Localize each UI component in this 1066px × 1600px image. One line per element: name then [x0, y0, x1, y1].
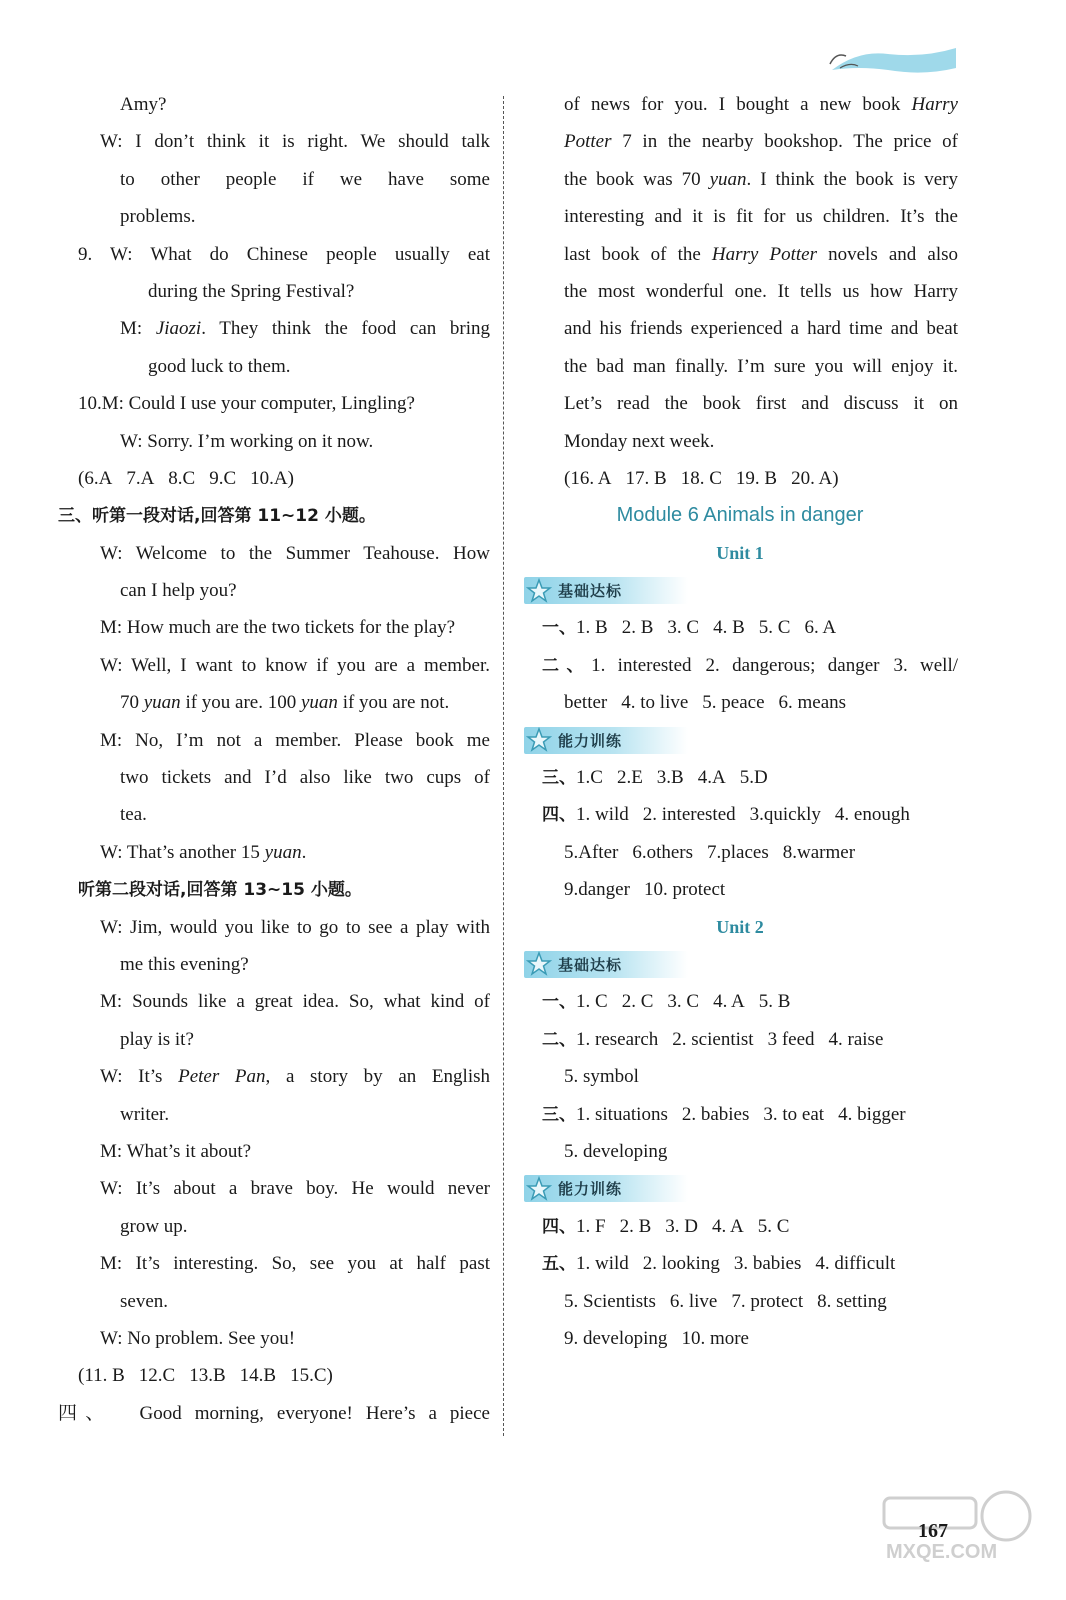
- star-icon: [526, 1176, 552, 1202]
- section-banner: [522, 1170, 958, 1207]
- section-banner: [522, 572, 958, 609]
- star-icon: [526, 727, 552, 753]
- watermark-logo: [876, 1484, 1046, 1564]
- watermark-text: MXQE.COM: [886, 1541, 998, 1563]
- text-line: W: It’s about a brave boy. He would never: [100, 1178, 490, 1200]
- banner-label: 能力训练: [558, 731, 623, 750]
- text-line: 5. Scientists 6. live 7. protect 8. setting: [564, 1290, 887, 1312]
- text-line: 二、1. research 2. scientist 3 feed 4. raise: [542, 1028, 884, 1050]
- text-line: 9. developing 10. more: [564, 1327, 749, 1349]
- text-line: (16. A 17. B 18. C 19. B 20. A): [564, 467, 839, 489]
- text-line: 9. W: What do Chinese people usually eat: [78, 243, 490, 265]
- unit-heading: Unit 2: [716, 916, 764, 937]
- text-line: and his friends experienced a hard time and beat: [564, 318, 958, 340]
- text-line: last book of the Harry Potter novels and also: [564, 243, 958, 265]
- text-line: 一、1. C 2. C 3. C 4. A 5. B: [542, 991, 791, 1013]
- text-line: W: That’s another 15 yuan.: [100, 841, 307, 863]
- text-line: 二、1. interested 2. dangerous; danger 3. well/: [542, 654, 958, 676]
- unit-heading: Unit 1: [716, 542, 764, 563]
- text-line: good luck to them.: [148, 355, 291, 377]
- text-line: (11. B 12.C 13.B 14.B 15.C): [78, 1365, 333, 1387]
- text-line: seven.: [120, 1290, 169, 1312]
- text-line: 听第二段对话,回答第 13~15 小题。: [78, 880, 362, 901]
- section-banner: [522, 946, 958, 983]
- text-line: to other people if we have some: [120, 168, 490, 190]
- corner-wave-decoration: [828, 40, 958, 80]
- text-line: tea.: [120, 804, 147, 826]
- text-line: play is it?: [120, 1028, 194, 1050]
- text-line: 5. symbol: [564, 1066, 639, 1088]
- text-line: Monday next week.: [564, 430, 715, 452]
- module-heading: Module 6 Animals in danger: [616, 504, 864, 527]
- text-line: 四、1. F 2. B 3. D 4. A 5. C: [542, 1215, 790, 1237]
- text-line: M: No, I’m not a member. Please book me: [100, 729, 490, 751]
- text-line: writer.: [120, 1103, 170, 1125]
- text-line: can I help you?: [120, 580, 237, 602]
- text-line: the book was 70 yuan. I think the book is very: [564, 168, 958, 190]
- text-line: W: Sorry. I’m working on it now.: [120, 430, 374, 452]
- text-line: W: No problem. See you!: [100, 1327, 296, 1349]
- text-line: 10.M: Could I use your computer, Lingling?: [78, 393, 415, 415]
- text-line: better 4. to live 5. peace 6. means: [564, 692, 847, 714]
- text-line: 70 yuan if you are. 100 yuan if you are not.: [120, 692, 450, 714]
- text-line: M: It’s interesting. So, see you at half past: [100, 1253, 490, 1275]
- text-line: 一、1. B 2. B 3. C 4. B 5. C 6. A: [542, 617, 837, 639]
- text-line: Amy?: [120, 94, 167, 115]
- text-line: W: Well, I want to know if you are a member.: [100, 654, 490, 676]
- text-line: me this evening?: [120, 953, 249, 975]
- text-line: 五、1. wild 2. looking 3. babies 4. difficult: [542, 1253, 896, 1275]
- text-line: Let’s read the book first and discuss it on: [564, 393, 958, 415]
- text-line: M: What’s it about?: [100, 1140, 252, 1162]
- text-line: of news for you. I bought a new book Harry: [564, 94, 958, 115]
- text-line: 四、 Good morning, everyone! Here’s a piece: [58, 1402, 490, 1424]
- text-line: Potter 7 in the nearby bookshop. The price of: [564, 131, 958, 153]
- column-divider: [503, 96, 504, 1436]
- text-line: 四、1. wild 2. interested 3.quickly 4. enough: [542, 804, 910, 826]
- text-line: 三、听第一段对话,回答第 11~12 小题。: [58, 506, 376, 527]
- text-line: the bad man finally. I’m sure you will enjoy it.: [564, 355, 958, 377]
- text-line: 5. developing: [564, 1140, 668, 1162]
- text-line: interesting and it is fit for us children. It’s the: [564, 206, 958, 228]
- left-column: [58, 86, 490, 1432]
- text-line: grow up.: [120, 1215, 188, 1237]
- banner-label: 能力训练: [558, 1180, 623, 1199]
- text-line: W: It’s Peter Pan, a story by an English: [100, 1066, 490, 1088]
- text-line: the most wonderful one. It tells us how Harry: [564, 280, 958, 302]
- text-line: problems.: [120, 206, 196, 228]
- text-line: two tickets and I’d also like two cups of: [120, 767, 490, 789]
- page-number: 167: [918, 1520, 948, 1542]
- text-line: 三、1.C 2.E 3.B 4.A 5.D: [542, 767, 768, 789]
- star-icon: [526, 951, 552, 977]
- text-line: W: Welcome to the Summer Teahouse. How: [100, 542, 490, 564]
- text-line: M: Jiaozi. They think the food can bring: [120, 318, 490, 340]
- text-line: W: I don’t think it is right. We should talk: [100, 131, 490, 153]
- banner-label: 基础达标: [558, 955, 623, 974]
- text-line: 三、1. situations 2. babies 3. to eat 4. bigger: [542, 1103, 906, 1125]
- text-line: during the Spring Festival?: [148, 280, 355, 302]
- text-line: (6.A 7.A 8.C 9.C 10.A): [78, 467, 294, 489]
- text-line: M: How much are the two tickets for the play?: [100, 617, 456, 639]
- section-banner: [522, 722, 958, 759]
- banner-label: 基础达标: [558, 582, 623, 601]
- star-icon: [526, 578, 552, 604]
- right-column: [522, 86, 958, 1357]
- text-line: 9.danger 10. protect: [564, 879, 726, 901]
- text-line: 5.After 6.others 7.places 8.warmer: [564, 841, 856, 863]
- text-line: W: Jim, would you like to go to see a play with: [100, 916, 490, 938]
- text-line: M: Sounds like a great idea. So, what kind of: [100, 991, 490, 1013]
